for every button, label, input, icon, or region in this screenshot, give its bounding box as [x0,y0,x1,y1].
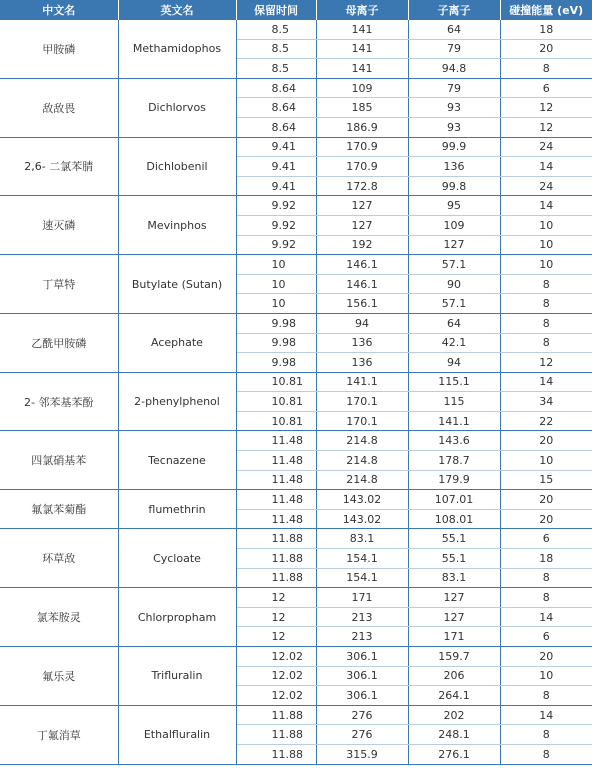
collision-energy-cell: 6 [500,627,592,647]
retention-time-cell: 11.88 [236,705,316,725]
collision-energy-cell: 8 [500,313,592,333]
retention-time-cell: 8.64 [236,117,316,137]
retention-time-cell: 9.92 [236,196,316,216]
collision-energy-cell: 24 [500,176,592,196]
header-row [0,0,592,20]
collision-energy-cell: 10 [500,666,592,686]
header-collision-energy: 碰撞能量 (eV) [500,0,592,20]
product-ion-cell: 42.1 [408,333,500,353]
precursor-ion-cell: 170.1 [316,392,408,412]
precursor-ion-cell: 127 [316,196,408,216]
product-ion-cell: 109 [408,215,500,235]
english-name-cell: Ethalfluralin [118,705,236,764]
precursor-ion-cell: 83.1 [316,529,408,549]
precursor-ion-cell: 141 [316,59,408,79]
product-ion-cell: 55.1 [408,549,500,569]
collision-energy-cell: 10 [500,215,592,235]
retention-time-cell: 8.5 [236,39,316,59]
chinese-name-cell: 速灭磷 [0,196,118,255]
product-ion-cell: 264.1 [408,686,500,706]
product-ion-cell: 127 [408,235,500,255]
retention-time-cell: 8.5 [236,59,316,79]
retention-time-cell: 8.64 [236,78,316,98]
header-precursor-ion: 母离子 [316,0,408,20]
precursor-ion-cell: 214.8 [316,431,408,451]
product-ion-cell: 136 [408,157,500,177]
precursor-ion-cell: 136 [316,353,408,373]
chinese-name-cell: 环草敌 [0,529,118,588]
retention-time-cell: 11.88 [236,744,316,764]
retention-time-cell: 11.48 [236,470,316,490]
collision-energy-cell: 20 [500,431,592,451]
chinese-name-cell: 2- 邻苯基苯酚 [0,372,118,431]
chinese-name-cell: 甲胺磷 [0,20,118,78]
precursor-ion-cell: 186.9 [316,117,408,137]
collision-energy-cell: 22 [500,411,592,431]
precursor-ion-cell: 141.1 [316,372,408,392]
retention-time-cell: 12.02 [236,666,316,686]
collision-energy-cell: 8 [500,568,592,588]
english-name-cell: Mevinphos [118,196,236,255]
product-ion-cell: 93 [408,117,500,137]
retention-time-cell: 9.92 [236,235,316,255]
product-ion-cell: 94 [408,353,500,373]
retention-time-cell: 10 [236,274,316,294]
english-name-cell: Trifluralin [118,647,236,706]
retention-time-cell: 11.88 [236,549,316,569]
product-ion-cell: 127 [408,588,500,608]
precursor-ion-cell: 143.02 [316,509,408,529]
english-name-cell: Dichlorvos [118,78,236,137]
precursor-ion-cell: 306.1 [316,647,408,667]
product-ion-cell: 108.01 [408,509,500,529]
retention-time-cell: 10.81 [236,411,316,431]
table-row [0,78,592,98]
chinese-name-cell: 氯苯胺灵 [0,588,118,647]
header-product-ion: 子离子 [408,0,500,20]
collision-energy-cell: 14 [500,372,592,392]
collision-energy-cell: 20 [500,490,592,510]
retention-time-cell: 9.98 [236,333,316,353]
retention-time-cell: 8.64 [236,98,316,118]
precursor-ion-cell: 154.1 [316,549,408,569]
table-row [0,196,592,216]
precursor-ion-cell: 154.1 [316,568,408,588]
precursor-ion-cell: 146.1 [316,274,408,294]
retention-time-cell: 12.02 [236,686,316,706]
retention-time-cell: 12.02 [236,647,316,667]
precursor-ion-cell: 213 [316,607,408,627]
table-row [0,647,592,667]
product-ion-cell: 64 [408,313,500,333]
precursor-ion-cell: 306.1 [316,666,408,686]
product-ion-cell: 107.01 [408,490,500,510]
retention-time-cell: 10.81 [236,372,316,392]
retention-time-cell: 9.98 [236,353,316,373]
table-row [0,313,592,333]
collision-energy-cell: 20 [500,39,592,59]
precursor-ion-cell: 171 [316,588,408,608]
table-row [0,490,592,510]
table-row [0,137,592,157]
precursor-ion-cell: 146.1 [316,255,408,275]
product-ion-cell: 83.1 [408,568,500,588]
collision-energy-cell: 10 [500,235,592,255]
product-ion-cell: 99.8 [408,176,500,196]
collision-energy-cell: 8 [500,686,592,706]
precursor-ion-cell: 172.8 [316,176,408,196]
collision-energy-cell: 8 [500,725,592,745]
product-ion-cell: 202 [408,705,500,725]
collision-energy-cell: 14 [500,157,592,177]
collision-energy-cell: 12 [500,353,592,373]
collision-energy-cell: 14 [500,607,592,627]
english-name-cell: 2-phenylphenol [118,372,236,431]
table-row [0,372,592,392]
retention-time-cell: 12 [236,627,316,647]
retention-time-cell: 9.92 [236,215,316,235]
chinese-name-cell: 丁氟消草 [0,705,118,764]
collision-energy-cell: 8 [500,588,592,608]
collision-energy-cell: 8 [500,59,592,79]
product-ion-cell: 79 [408,39,500,59]
table-row [0,705,592,725]
precursor-ion-cell: 143.02 [316,490,408,510]
product-ion-cell: 57.1 [408,255,500,275]
retention-time-cell: 10.81 [236,392,316,412]
english-name-cell: Cycloate [118,529,236,588]
table-row [0,588,592,608]
product-ion-cell: 93 [408,98,500,118]
precursor-ion-cell: 213 [316,627,408,647]
collision-energy-cell: 12 [500,98,592,118]
header-retention-time: 保留时间 [236,0,316,20]
retention-time-cell: 11.48 [236,509,316,529]
precursor-ion-cell: 192 [316,235,408,255]
retention-time-cell: 9.98 [236,313,316,333]
precursor-ion-cell: 276 [316,725,408,745]
table-body [0,20,592,764]
retention-time-cell: 10 [236,255,316,275]
english-name-cell: Methamidophos [118,20,236,78]
precursor-ion-cell: 141 [316,39,408,59]
collision-energy-cell: 14 [500,196,592,216]
product-ion-cell: 94.8 [408,59,500,79]
retention-time-cell: 9.41 [236,157,316,177]
chinese-name-cell: 四氯硝基苯 [0,431,118,490]
retention-time-cell: 11.48 [236,451,316,471]
retention-time-cell: 12 [236,607,316,627]
product-ion-cell: 95 [408,196,500,216]
precursor-ion-cell: 214.8 [316,470,408,490]
precursor-ion-cell: 94 [316,313,408,333]
chinese-name-cell: 氟乐灵 [0,647,118,706]
collision-energy-cell: 6 [500,529,592,549]
english-name-cell: flumethrin [118,490,236,529]
collision-energy-cell: 10 [500,451,592,471]
collision-energy-cell: 15 [500,470,592,490]
product-ion-cell: 141.1 [408,411,500,431]
precursor-ion-cell: 170.9 [316,137,408,157]
product-ion-cell: 90 [408,274,500,294]
retention-time-cell: 12 [236,588,316,608]
collision-energy-cell: 24 [500,137,592,157]
product-ion-cell: 57.1 [408,294,500,314]
product-ion-cell: 99.9 [408,137,500,157]
precursor-ion-cell: 109 [316,78,408,98]
product-ion-cell: 179.9 [408,470,500,490]
precursor-ion-cell: 170.9 [316,157,408,177]
english-name-cell: Dichlobenil [118,137,236,196]
retention-time-cell: 11.88 [236,725,316,745]
product-ion-cell: 178.7 [408,451,500,471]
product-ion-cell: 248.1 [408,725,500,745]
precursor-ion-cell: 276 [316,705,408,725]
product-ion-cell: 79 [408,78,500,98]
precursor-ion-cell: 141 [316,20,408,39]
english-name-cell: Tecnazene [118,431,236,490]
retention-time-cell: 8.5 [236,20,316,39]
header-english-name: 英文名 [118,0,236,20]
chinese-name-cell: 乙酰甲胺磷 [0,313,118,372]
collision-energy-cell: 8 [500,333,592,353]
product-ion-cell: 171 [408,627,500,647]
collision-energy-cell: 20 [500,647,592,667]
precursor-ion-cell: 306.1 [316,686,408,706]
collision-energy-cell: 20 [500,509,592,529]
table-row [0,529,592,549]
collision-energy-cell: 8 [500,744,592,764]
collision-energy-cell: 14 [500,705,592,725]
collision-energy-cell: 8 [500,274,592,294]
retention-time-cell: 11.48 [236,490,316,510]
retention-time-cell: 11.48 [236,431,316,451]
collision-energy-cell: 12 [500,117,592,137]
product-ion-cell: 143.6 [408,431,500,451]
precursor-ion-cell: 127 [316,215,408,235]
retention-time-cell: 9.41 [236,137,316,157]
chinese-name-cell: 氟氯苯菊酯 [0,490,118,529]
product-ion-cell: 159.7 [408,647,500,667]
english-name-cell: Acephate [118,313,236,372]
collision-energy-cell: 8 [500,294,592,314]
chinese-name-cell: 敌敌畏 [0,78,118,137]
product-ion-cell: 276.1 [408,744,500,764]
retention-time-cell: 9.41 [236,176,316,196]
product-ion-cell: 127 [408,607,500,627]
table-row [0,431,592,451]
precursor-ion-cell: 156.1 [316,294,408,314]
table-row [0,255,592,275]
chinese-name-cell: 2,6- 二氯苯腈 [0,137,118,196]
retention-time-cell: 10 [236,294,316,314]
precursor-ion-cell: 136 [316,333,408,353]
precursor-ion-cell: 170.1 [316,411,408,431]
collision-energy-cell: 18 [500,20,592,39]
collision-energy-cell: 34 [500,392,592,412]
header-chinese-name: 中文名 [0,0,118,20]
product-ion-cell: 115.1 [408,372,500,392]
retention-time-cell: 11.88 [236,529,316,549]
collision-energy-cell: 6 [500,78,592,98]
product-ion-cell: 64 [408,20,500,39]
product-ion-cell: 115 [408,392,500,412]
precursor-ion-cell: 185 [316,98,408,118]
product-ion-cell: 206 [408,666,500,686]
retention-time-cell: 11.88 [236,568,316,588]
english-name-cell: Butylate (Sutan) [118,255,236,314]
chinese-name-cell: 丁草特 [0,255,118,314]
product-ion-cell: 55.1 [408,529,500,549]
table-row [0,20,592,39]
precursor-ion-cell: 315.9 [316,744,408,764]
collision-energy-cell: 10 [500,255,592,275]
collision-energy-cell: 18 [500,549,592,569]
english-name-cell: Chlorpropham [118,588,236,647]
precursor-ion-cell: 214.8 [316,451,408,471]
